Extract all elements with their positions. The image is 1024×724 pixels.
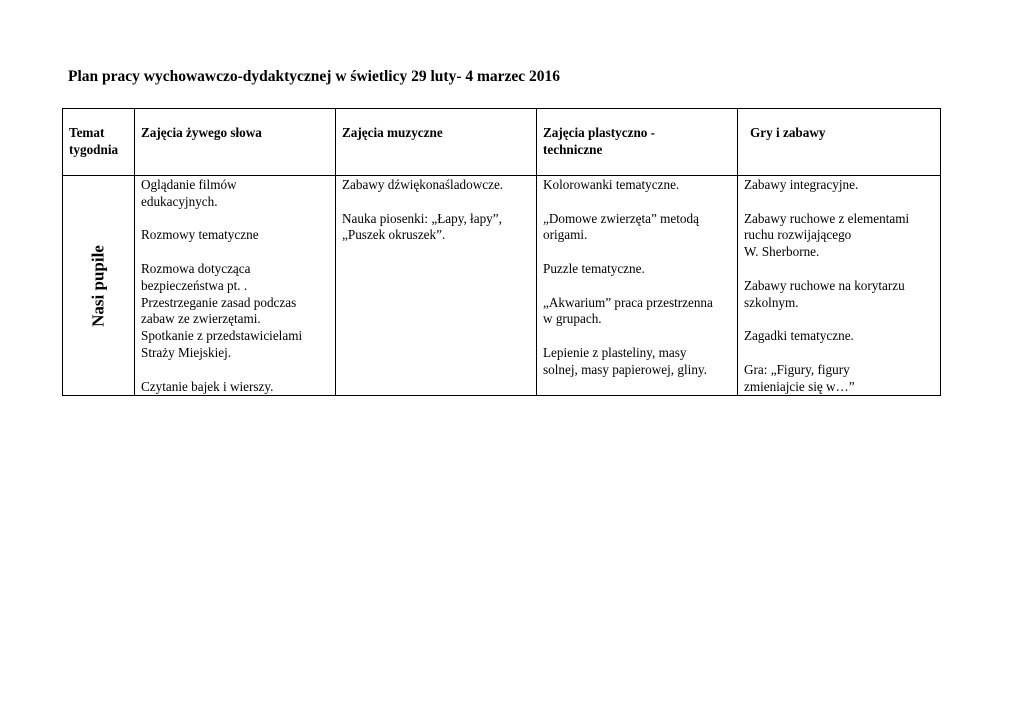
- list-item: Rozmowa dotycząca bezpieczeństwa pt. .: [141, 260, 251, 293]
- header-music-activities: Zajęcia muzyczne: [336, 109, 537, 176]
- activity-plan-table: [62, 108, 941, 396]
- art-activities-cell: [537, 176, 738, 396]
- list-item: Czytanie bajek i wierszy.: [141, 378, 274, 394]
- list-item: Nauka piosenki: „Łapy, łapy”, „Puszek okruszek”.: [342, 210, 502, 243]
- list-item: Lepienie z plasteliny, masy solnej, masy papierowej, gliny.: [543, 344, 707, 377]
- games-cell: [738, 176, 941, 396]
- header-topic: Temat tygodnia: [63, 109, 135, 176]
- word-activities-cell: [135, 176, 336, 396]
- list-item: Rozmowy tematyczne: [141, 227, 259, 243]
- table-row: [63, 176, 941, 396]
- list-item: Gra: „Figury, figury zmieniajcie się w…”: [744, 361, 855, 394]
- week-topic: Nasi pupile: [88, 244, 108, 327]
- list-item: „Akwarium” praca przestrzenna w grupach.: [543, 294, 713, 327]
- list-item: Puzzle tematyczne.: [543, 260, 645, 276]
- list-item: Spotkanie z przedstawicielami Straży Miejskiej.: [141, 328, 303, 360]
- list-item: Zabawy dźwiękonaśladowcze.: [342, 177, 504, 192]
- list-item: Zabawy ruchowe na korytarzu szkolnym.: [744, 277, 905, 310]
- table-header-row: [63, 109, 941, 176]
- page-title: Plan pracy wychowawczo-dydaktycznej w świetlicy 29 luty- 4 marzec 2016: [68, 68, 561, 85]
- list-item: Zabawy ruchowe z elementami ruchu rozwijającego W. Sherborne.: [744, 210, 910, 260]
- list-item: Kolorowanki tematyczne.: [543, 177, 680, 192]
- list-item: Przestrzeganie zasad podczas zabaw ze zwierzętami.: [141, 294, 297, 327]
- header-art-activities: Zajęcia plastyczno - techniczne: [537, 109, 738, 176]
- list-item: Zabawy integracyjne.: [744, 177, 859, 192]
- list-item: Zagadki tematyczne.: [744, 328, 854, 344]
- list-item: Oglądanie filmów edukacyjnych.: [141, 177, 237, 209]
- header-games: Gry i zabawy: [738, 109, 941, 176]
- header-word-activities: Zajęcia żywego słowa: [135, 109, 336, 176]
- list-item: „Domowe zwierzęta” metodą origami.: [543, 210, 699, 243]
- topic-cell: [63, 176, 135, 396]
- music-activities-cell: [336, 176, 537, 396]
